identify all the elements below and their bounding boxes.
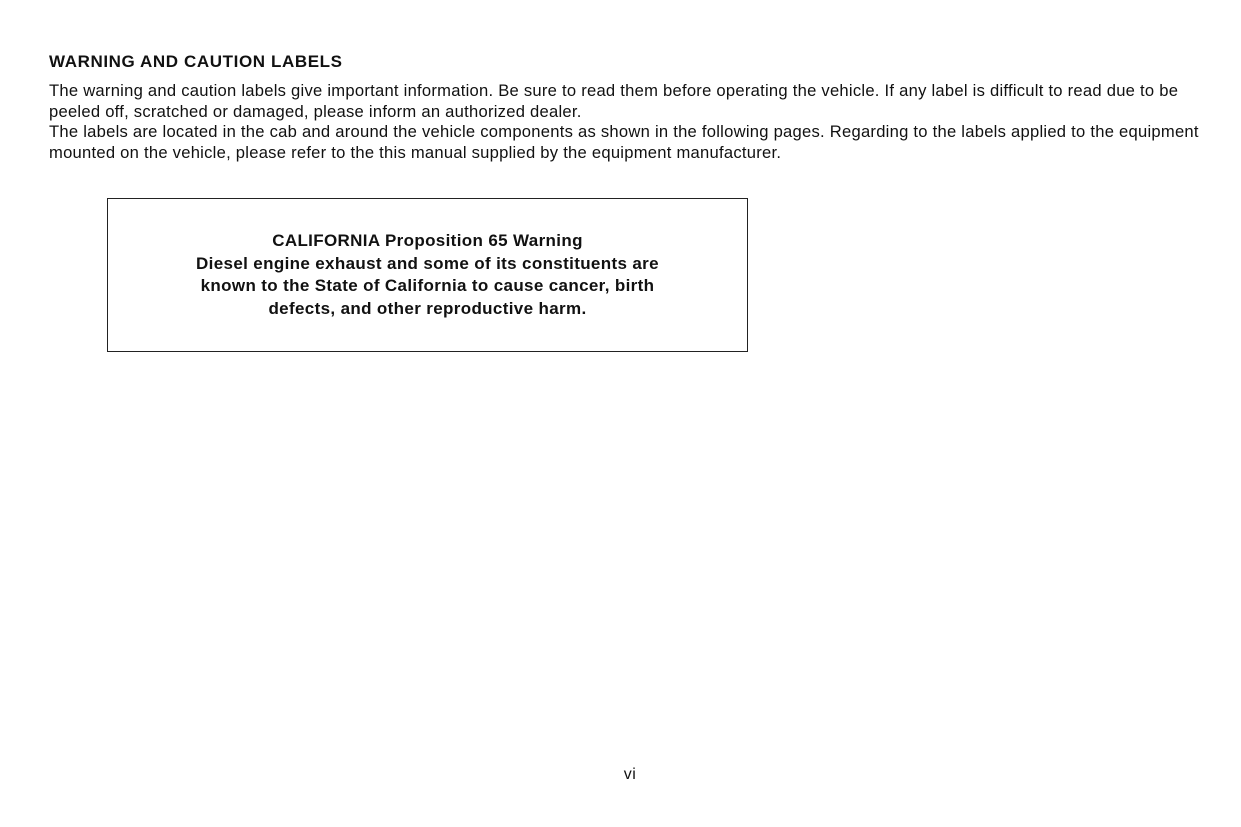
intro-text (49, 81, 1214, 163)
intro-paragraph: The warning and caution labels give important information. Be sure to read them before operating the vehicle. If any label is difficult to read due to be peeled off, scratched or damaged, please inform an authorized dealer. (49, 81, 1179, 121)
warning-line: Diesel engine exhaust and some of its constituents are (196, 253, 659, 273)
warning-line: known to the State of California to cause cancer, birth (200, 276, 655, 295)
prop65-warning-text (108, 230, 747, 320)
warning-title: CALIFORNIA Proposition 65 Warning (272, 231, 583, 250)
intro-paragraph: The labels are located in the cab and around the vehicle components as shown in the following pages. Regarding to the labels applied to the equipment mounted on the vehicle, please refer to the this manual supplied by the equipment manufacturer. (49, 122, 1199, 162)
section-heading: WARNING AND CAUTION LABELS (49, 52, 343, 71)
warning-line: defects, and other reproductive harm. (268, 298, 587, 318)
page-number: vi (623, 766, 637, 783)
prop65-warning-box (107, 198, 748, 352)
